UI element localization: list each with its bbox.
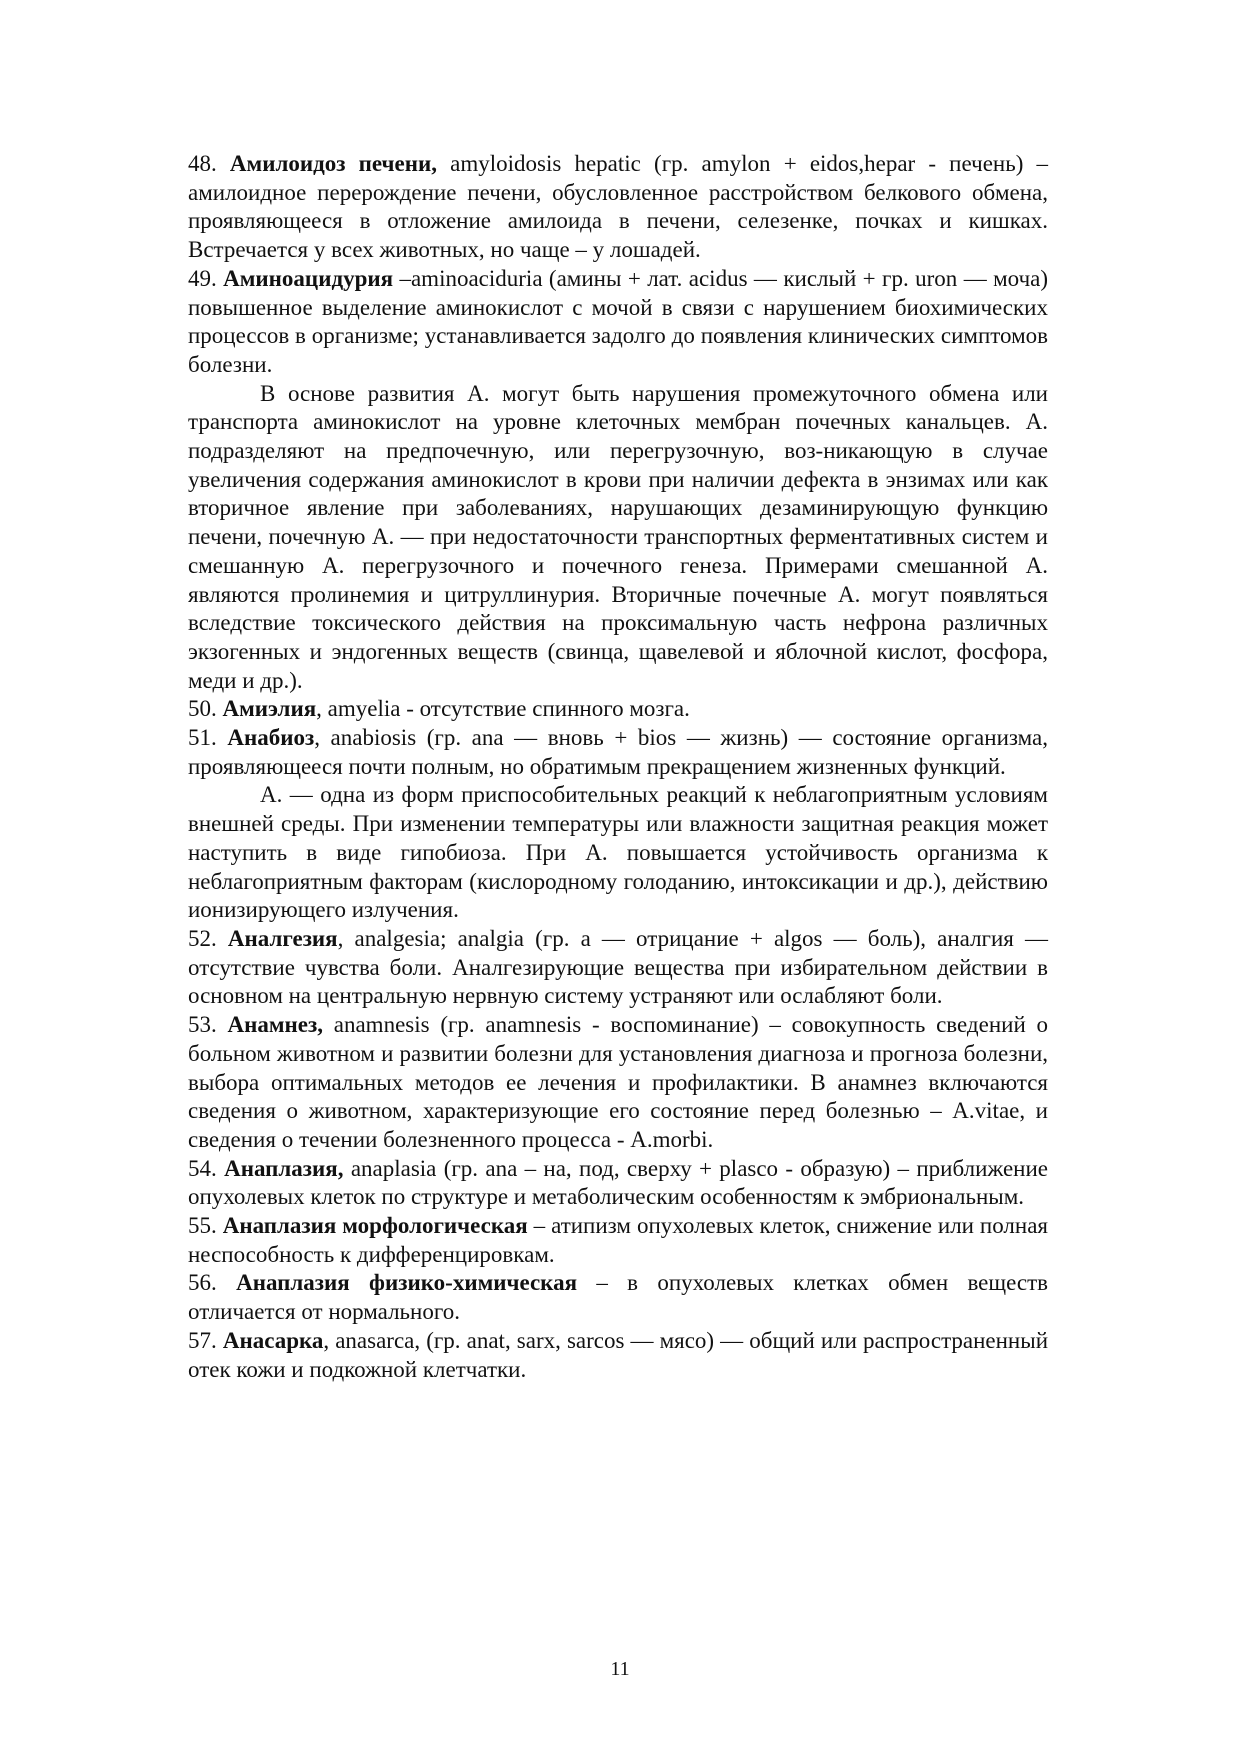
entry-number: 52. <box>188 925 217 951</box>
entry-number: 57. <box>188 1327 217 1353</box>
entry-number: 55. <box>188 1213 217 1239</box>
entry-number: 53. <box>188 1012 217 1038</box>
entry-number: 56. <box>188 1270 217 1296</box>
entry-term: Анабиоз <box>227 725 315 751</box>
entry-term: Анаплазия, <box>224 1155 344 1181</box>
entry-number: 49. <box>188 265 217 291</box>
entry-term: Амилоидоз печени, <box>229 151 437 176</box>
entry-54 <box>188 1155 1048 1212</box>
entry-term: Анаплазия морфологическая <box>222 1213 528 1239</box>
entry-text: – в опухолевых клетках обмен веществ отличается от нормального. <box>188 1270 1049 1325</box>
entry-term: Анасарка <box>222 1327 324 1353</box>
entry-49 <box>188 265 1048 380</box>
entry-term: Амиэлия <box>222 696 317 722</box>
entry-53 <box>188 1011 1048 1155</box>
entry-text: anaplasia (гр. ana – на, под, сверху + plasco - образую) – приближение опухолевых клеток по структуре и метаболическим особенностям к эмбриональным. <box>188 1155 1049 1210</box>
entry-number: 54. <box>188 1155 217 1181</box>
entry-56 <box>188 1269 1048 1326</box>
paragraph-49-detail: В основе развития А. могут быть нарушения промежуточного обмена или транспорта аминокислот на уровне клеточных мембран почечных канальцев. А. подразделяют на предпочечную, или перегрузочную, воз-никающую в случае увеличения содержания аминокислот в крови при наличии дефекта в энзимах или как вторичное явление при заболеваниях, нарушающих дезаминирующую функцию печени, почечную А. — при недостаточности транспортных ферментативных систем и смешанную А. перегрузочного и почечного генеза. Примерами смешанной А. являются пролинемия и цитруллинурия. Вторичные почечные А. могут появляться вследствие токсического действия на проксимальную часть нефрона различных экзогенных и эндогенных веществ (свинца, щавелевой и яблочной кислот, фосфора, меди и др.). <box>188 380 1048 693</box>
entry-text: , analgesia; analgia (гр. а — отрицание + algos — боль), аналгия — отсутствие чувства боли. Аналгезирующие вещества при избирательном действии в основном на центральную нервную систему устраняют или ослабляют боли. <box>188 925 1048 1009</box>
entry-term: Анамнез, <box>227 1012 323 1038</box>
entry-text: anamnesis (гр. anamnesis - воспоминание) – совокупность сведений о больном животном и развитии болезни для установления диагноза и прогноза болезни, выбора оптимальных методов ее лечения и профилактики. В анамнез включаются сведения о животном, характеризующие его состояние перед болезнью – A.vitae, и сведения о течении болезненного процесса - A.morbi. <box>188 1012 1049 1152</box>
entry-term: Аналгезия <box>227 925 338 951</box>
entry-term: Анаплазия физико-химическая <box>236 1270 578 1296</box>
entry-text: amyloidosis hepatic (гр. amylon + eidos,hepar - печень) – амилоидное перерождение печени, обусловленное расстройством белкового обмена, проявляющееся в отложение амилоида в печени, селезенке, почках и кишках. Встречается у всех животных, но чаще – у лошадей. <box>188 151 1049 263</box>
document-page <box>188 150 1048 1384</box>
entry-51 <box>188 724 1048 781</box>
paragraph-51-detail: А. — одна из форм приспособительных реакций к неблагоприятным условиям внешней среды. При изменении температуры или влажности защитная реакция может наступить в виде гипобиоза. При А. повышается устойчивость организма к неблагоприятным факторам (кислородному голоданию, интоксикации и др.), действию ионизирующего излучения. <box>188 782 1048 923</box>
entry-text: – атипизм опухолевых клеток, снижение или полная неспособность к дифференцировкам. <box>188 1213 1049 1267</box>
entry-number: 50. <box>188 696 217 722</box>
entry-number: 48. <box>188 151 217 176</box>
entry-48 <box>188 150 1048 265</box>
entry-55 <box>188 1212 1048 1269</box>
entry-text: , anabiosis (гр. ana — вновь + bios — жизнь) — состояние организма, проявляющееся почти полным, но обратимым прекращением жизненных функций. <box>188 725 1049 779</box>
entry-text: –aminoaciduria (амины + лат. acidus — кислый + гр. uron — моча) повышенное выделение аминокислот с мочой в связи с нарушением биохимических процессов в организме; устанавливается задолго до появления клинических симптомов болезни. <box>188 265 1049 377</box>
entry-57 <box>188 1327 1048 1384</box>
entry-text: , amyelia - отсутствие спинного мозга. <box>316 696 690 722</box>
entry-52 <box>188 925 1048 1011</box>
entry-text: , anasarca, (гр. anat, sarx, sarcos — мясо) — общий или распространенный отек кожи и подкожной клетчатки. <box>188 1327 1049 1382</box>
entry-50 <box>188 695 1048 724</box>
entry-term: Аминоацидурия <box>223 265 394 291</box>
entry-number: 51. <box>188 725 217 751</box>
page-number: 11 <box>610 1658 630 1680</box>
